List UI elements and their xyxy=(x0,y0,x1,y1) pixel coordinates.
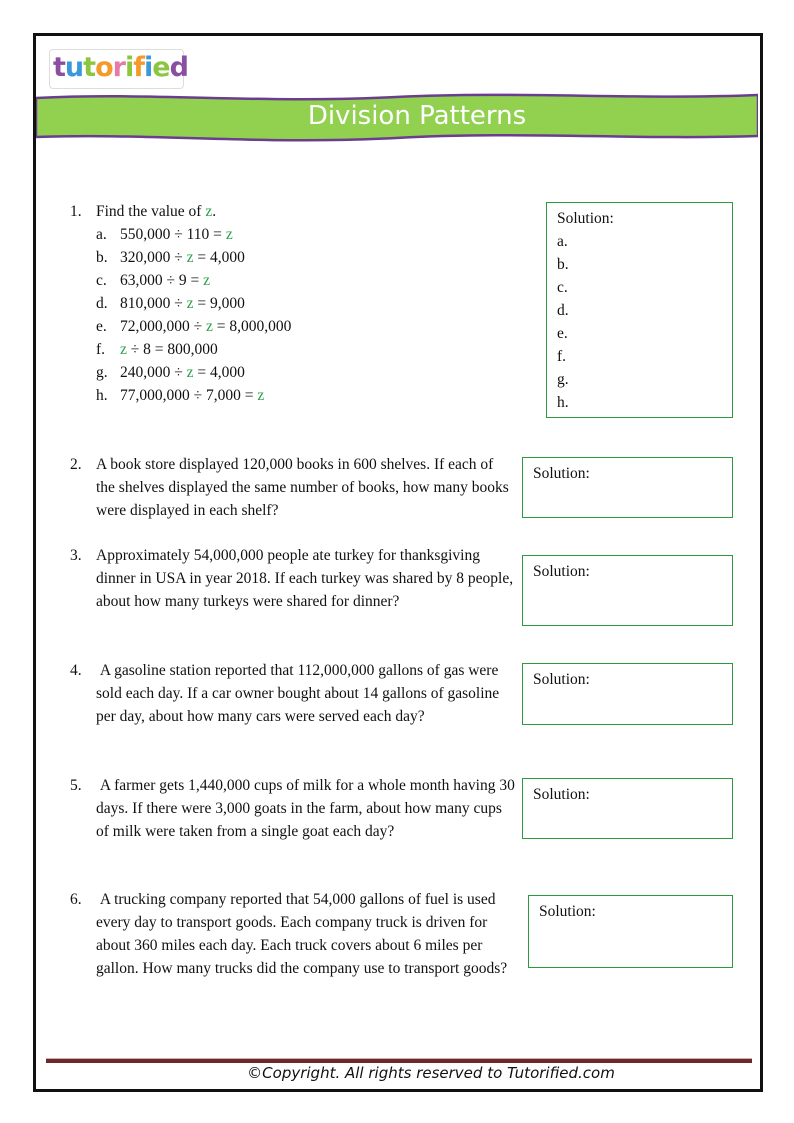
sub-label: g. xyxy=(96,364,108,381)
logo-letter: e xyxy=(152,52,170,83)
variable: z xyxy=(120,341,127,358)
sub-label: d. xyxy=(96,295,108,312)
expr-part: ÷ 8 = 800,000 xyxy=(126,341,218,358)
question-text: A farmer gets 1,440,000 cups of milk for a whole month having 30 days. If there were 3,000 goats in the farm, about how many cups of milk were taken from a single goat each day? xyxy=(96,777,519,840)
expr-part: = 9,000 xyxy=(193,295,245,312)
period: . xyxy=(212,203,217,220)
solution-letter: f. xyxy=(557,348,567,365)
solution-letter: h. xyxy=(557,394,569,411)
sub-label: e. xyxy=(96,318,107,335)
expr-part: 63,000 ÷ 9 = xyxy=(120,272,204,289)
solution-label: Solution: xyxy=(533,671,590,688)
variable: z xyxy=(203,272,211,289)
variable: z xyxy=(206,318,213,335)
solution-box-6[interactable] xyxy=(528,895,733,968)
question-6 xyxy=(70,888,515,980)
variable: z xyxy=(186,364,194,381)
sub-label: c. xyxy=(96,272,107,289)
question-number: 1. xyxy=(70,203,82,220)
sub-label: f. xyxy=(96,341,106,358)
sub-question xyxy=(96,269,291,292)
variable: z xyxy=(205,203,213,220)
copyright-text: ©Copyright. All rights reserved to Tutorified.com xyxy=(247,1064,615,1082)
solution-label: Solution: xyxy=(533,563,590,580)
expr-part: 320,000 ÷ xyxy=(120,249,187,266)
logo-letter: f xyxy=(133,52,144,83)
variable: z xyxy=(186,249,194,266)
expr-part: 550,000 ÷ 110 = xyxy=(120,226,226,243)
question-prompt: Find the value of xyxy=(96,203,202,220)
question-text: A trucking company reported that 54,000 gallons of fuel is used every day to transport goods. Each company truck is driven for about 360 miles each day. Each truck covers about 6 miles per gallon. How many trucks did the company use to transport goods? xyxy=(96,891,508,977)
footer-rule xyxy=(46,1058,752,1063)
sub-label: a. xyxy=(96,226,107,243)
expr-part: 810,000 ÷ xyxy=(120,295,187,312)
logo-letter: r xyxy=(112,52,125,83)
solution-letter: a. xyxy=(557,233,568,250)
question-text: Approximately 54,000,000 people ate turkey for thanksgiving dinner in USA in year 2018. If each turkey was shared by 8 people, about how many turkeys were shared for dinner? xyxy=(96,547,517,610)
sub-question xyxy=(96,384,291,407)
solution-box-1[interactable] xyxy=(546,202,733,418)
logo-letter: o xyxy=(95,52,113,83)
sub-question xyxy=(96,223,291,246)
solution-letter: c. xyxy=(557,279,568,296)
solution-letter: e. xyxy=(557,325,568,342)
solution-letter: d. xyxy=(557,302,569,319)
solution-box-3[interactable] xyxy=(522,555,733,626)
question-number: 2. xyxy=(70,456,82,473)
expr-part: = 4,000 xyxy=(193,249,245,266)
sub-question xyxy=(96,361,291,384)
sub-question xyxy=(96,338,291,361)
variable: z xyxy=(186,295,194,312)
question-number: 3. xyxy=(70,547,82,564)
solution-label: Solution: xyxy=(533,786,590,803)
logo-letter: t xyxy=(53,52,65,83)
expr-part: 240,000 ÷ xyxy=(120,364,187,381)
question-3 xyxy=(70,544,515,613)
solution-label: Solution: xyxy=(557,210,614,227)
question-text: A gasoline station reported that 112,000,000 gallons of gas were sold each day. If a car owner bought about 14 gallons of gasoline per day, about how many cars were served each day? xyxy=(96,662,504,725)
question-number: 6. xyxy=(70,891,82,908)
question-1 xyxy=(70,200,291,407)
logo-letter: i xyxy=(143,52,153,83)
question-number: 5. xyxy=(70,777,82,794)
solution-box-5[interactable] xyxy=(522,778,733,839)
logo-letter: i xyxy=(124,52,134,83)
sub-question xyxy=(96,292,291,315)
question-2 xyxy=(70,453,515,522)
page-title: Division Patterns xyxy=(307,101,527,131)
sub-label: h. xyxy=(96,387,108,404)
sub-label: b. xyxy=(96,249,108,266)
solution-box-4[interactable] xyxy=(522,663,733,725)
solution-label: Solution: xyxy=(533,465,590,482)
solution-letter: b. xyxy=(557,256,569,273)
variable: z xyxy=(257,387,265,404)
expr-part: 72,000,000 ÷ xyxy=(120,318,207,335)
tutorified-logo xyxy=(49,49,188,89)
question-number: 4. xyxy=(70,662,82,679)
solution-box-2[interactable] xyxy=(522,457,733,518)
expr-part: = 4,000 xyxy=(193,364,245,381)
question-text: A book store displayed 120,000 books in 600 shelves. If each of the shelves displayed the same number of books, how many books were displayed in each shelf? xyxy=(96,456,513,519)
question-5 xyxy=(70,774,519,843)
question-4 xyxy=(70,659,515,728)
solution-letter: g. xyxy=(557,371,569,388)
variable: z xyxy=(225,226,233,243)
logo-letter: u xyxy=(64,52,84,83)
expr-part: 77,000,000 ÷ 7,000 = xyxy=(120,387,258,404)
sub-question xyxy=(96,315,291,338)
logo-letter: t xyxy=(83,52,96,83)
sub-question xyxy=(96,246,291,269)
expr-part: = 8,000,000 xyxy=(212,318,292,335)
solution-label: Solution: xyxy=(539,903,596,920)
logo-letter: d xyxy=(169,52,188,83)
